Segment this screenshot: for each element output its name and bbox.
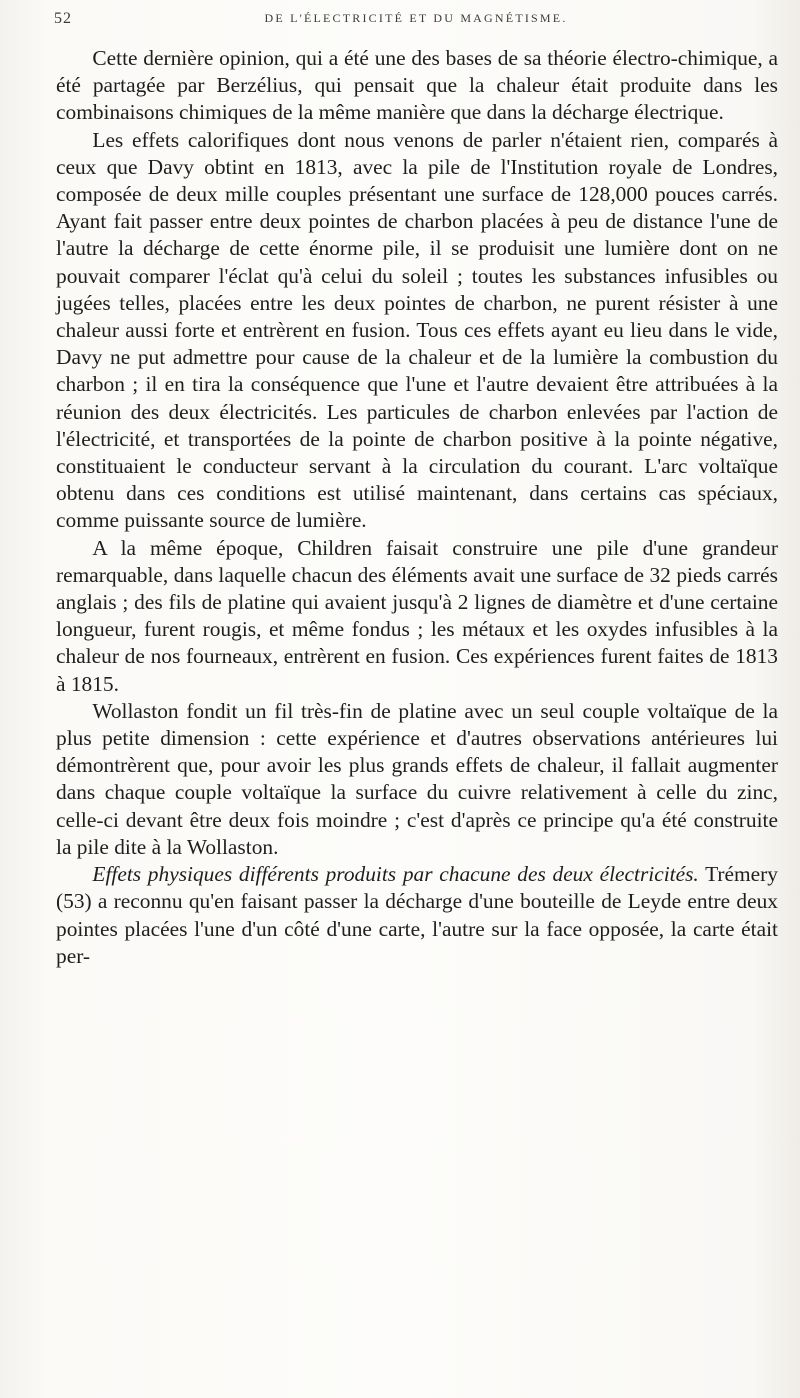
page-number: 52 [54, 10, 72, 27]
paragraph-effets-physiques [56, 861, 778, 970]
paragraph-children: A la même époque, Children faisait construire une pile d'une grandeur remarquable, dans laquelle chacun des éléments avait une surface de 32 pieds carrés anglais ; des fils de platine qui avaient jusqu'à 2 lignes de diamètre et d'une certaine longueur, furent rougis, et même fondus ; les métaux et les oxydes infusibles à la chaleur de nos fourneaux, entrèrent en fusion. Ces expériences furent faites de 1813 à 1815. [56, 535, 778, 696]
running-title: DE L'ÉLECTRICITÉ ET DU MAGNÉTISME. [264, 11, 568, 25]
section-lead-italic: Effets physiques différents produits par chacune des deux électricités. [92, 862, 699, 887]
page-header [48, 8, 784, 32]
paragraph-wollaston: Wollaston fondit un fil très-fin de platine avec un seul couple voltaïque de la plus petite dimension : cette expérience et d'autres observations antérieures lui démontrèrent que, pour avoir les plus grands effets de chaleur, il fallait augmenter dans chaque couple voltaïque la surface du cuivre relativement à celle du zinc, celle-ci devant être deux fois moindre ; c'est d'après ce principe qu'a été construite la pile dite à la Wollaston. [56, 698, 778, 859]
body-text [56, 45, 778, 970]
paragraph-tremery: Trémery (53) a reconnu qu'en faisant passer la décharge d'une bouteille de Leyde entre deux pointes placées l'une d'un côté d'une carte, l'autre sur la face opposée, la carte était per- [56, 862, 778, 968]
paragraph-berzelius: Cette dernière opinion, qui a été une des bases de sa théorie électro-chimique, a été partagée par Berzélius, qui pensait que la chaleur était produite dans les combinaisons chimiques de la même manière que dans la décharge électrique. [56, 46, 778, 125]
paragraph-davy: Les effets calorifiques dont nous venons de parler n'étaient rien, comparés à ceux que Davy obtint en 1813, avec la pile de l'Institution royale de Londres, composée de deux mille couples présentant une surface de 128,000 pouces carrés. Ayant fait passer entre deux pointes de charbon placées à peu de distance l'une de l'autre la décharge de cette énorme pile, il se produisit une lumière dont on ne pouvait comparer l'éclat qu'à celui du soleil ; toutes les substances infusibles ou jugées telles, placées entre les deux pointes de charbon, ne purent résister à une chaleur aussi forte et entrèrent en fusion. Tous ces effets ayant eu lieu dans le vide, Davy ne put admettre pour cause de la chaleur et de la lumière la combustion du charbon ; il en tira la conséquence que l'une et l'autre devaient être attribuées à la réunion des deux électricités. Les particules de charbon enlevées par l'action de l'électricité, et transportées de la pointe de charbon positive à la pointe négative, constituaient le conducteur servant à la circulation du courant. L'arc voltaïque obtenu dans ces conditions est utilisé maintenant, dans certains cas spéciaux, comme puissante source de lumière. [56, 127, 778, 533]
